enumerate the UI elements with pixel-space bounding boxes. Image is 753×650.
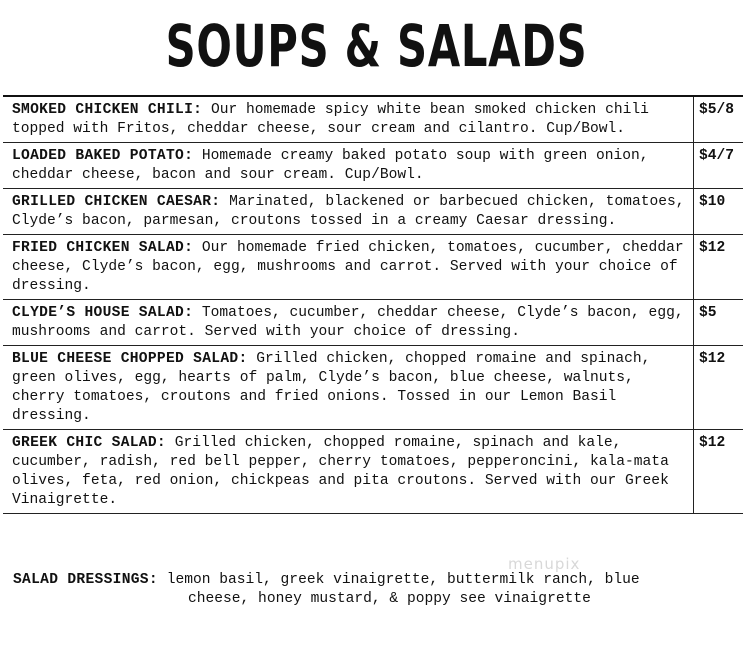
item-name: FRIED CHICKEN SALAD: <box>12 240 194 256</box>
item-price: $4/7 <box>694 143 744 189</box>
item-price: $12 <box>694 430 744 514</box>
menu-item-row <box>3 346 743 430</box>
menu-item-row <box>3 189 743 235</box>
menu-item-row <box>3 235 743 300</box>
page-title: SOUPS & SALADS <box>165 12 588 80</box>
item-name: SMOKED CHICKEN CHILI: <box>12 102 203 118</box>
menu-item-row <box>3 143 743 189</box>
item-description-cell <box>3 189 694 235</box>
item-price: $5/8 <box>694 96 744 143</box>
item-description: Our homemade spicy white bean smoked chicken chili topped with Fritos, cheddar cheese, sour cream and cilantro. Cup/Bowl. <box>12 102 649 137</box>
item-description: Homemade creamy baked potato soup with green onion, cheddar cheese, bacon and sour cream. Cup/Bowl. <box>12 148 649 183</box>
item-price: $10 <box>694 189 744 235</box>
item-name: BLUE CHEESE CHOPPED SALAD: <box>12 351 248 367</box>
item-description-cell <box>3 346 694 430</box>
menu-item-row <box>3 96 743 143</box>
menu-item-row <box>3 430 743 514</box>
item-description-cell <box>3 143 694 189</box>
item-description-cell <box>3 96 694 143</box>
item-description-cell <box>3 235 694 300</box>
item-name: CLYDE’S HOUSE SALAD: <box>12 305 194 321</box>
dressings-list-2: cheese, honey mustard, & poppy see vinaigrette <box>188 591 591 607</box>
menu-table <box>3 95 743 514</box>
watermark: menupix <box>508 555 581 573</box>
item-price: $5 <box>694 300 744 346</box>
dressings-list-1: lemon basil, greek vinaigrette, buttermilk ranch, blue <box>166 572 640 588</box>
item-description: Grilled chicken, chopped romaine and spinach, green olives, egg, hearts of palm, Clyde’s bacon, blue cheese, walnuts, cherry tomatoes, croutons and fried onions. Tossed in our Lemon Basil dressing. <box>12 351 651 424</box>
item-price: $12 <box>694 235 744 300</box>
item-name: LOADED BAKED POTATO: <box>12 148 194 164</box>
item-description-cell <box>3 430 694 514</box>
item-description: Tomatoes, cucumber, cheddar cheese, Clyde’s bacon, egg, mushrooms and carrot. Served with your choice of dressing. <box>12 305 684 340</box>
item-description: Grilled chicken, chopped romaine, spinach and kale, cucumber, radish, red bell pepper, cherry tomatoes, pepperoncini, kala-mata olives, feta, red onion, chickpeas and pita croutons. Served with our Greek Vinaigrette. <box>12 435 669 508</box>
salad-dressings <box>13 571 733 609</box>
menu-item-row <box>3 300 743 346</box>
dressings-label: SALAD DRESSINGS: <box>13 572 158 588</box>
item-description: Our homemade fried chicken, tomatoes, cucumber, cheddar cheese, Clyde’s bacon, egg, mushrooms and carrot. Served with your choice of dressing. <box>12 240 684 294</box>
item-name: GRILLED CHICKEN CAESAR: <box>12 194 221 210</box>
dressings-line-1 <box>13 571 733 590</box>
item-description-cell <box>3 300 694 346</box>
item-name: GREEK CHIC SALAD: <box>12 435 166 451</box>
item-description: Marinated, blackened or barbecued chicken, tomatoes, Clyde’s bacon, parmesan, croutons tossed in a creamy Caesar dressing. <box>12 194 685 229</box>
item-price: $12 <box>694 346 744 430</box>
